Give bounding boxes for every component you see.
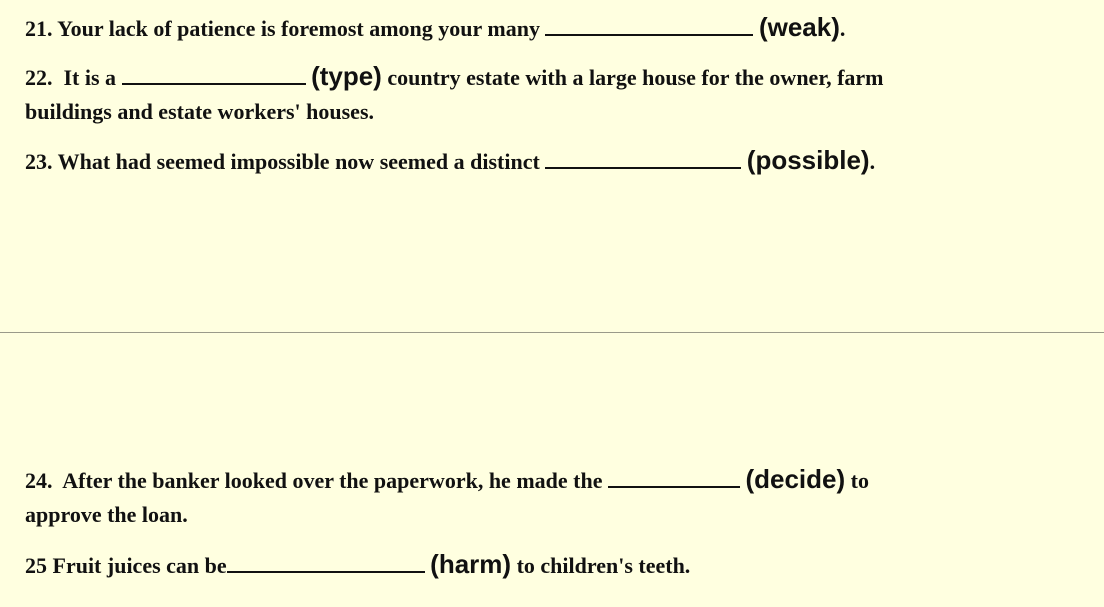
question-text-end: . bbox=[839, 16, 846, 41]
word-hint: (weak) bbox=[758, 12, 840, 42]
word-hint: (type) bbox=[311, 61, 382, 91]
question-22 bbox=[25, 59, 883, 95]
question-number: 24. bbox=[25, 468, 53, 493]
answer-blank[interactable] bbox=[545, 16, 753, 36]
question-number: 22. bbox=[25, 65, 53, 90]
question-22-continuation: buildings and estate workers' houses. bbox=[25, 99, 375, 124]
section-divider bbox=[0, 332, 1104, 333]
word-hint: (harm) bbox=[430, 549, 512, 579]
question-number: 23. bbox=[25, 149, 53, 174]
question-number: 21. bbox=[25, 16, 53, 41]
answer-blank[interactable] bbox=[122, 65, 306, 85]
question-text-end: to children's teeth. bbox=[511, 553, 691, 578]
question-text-end: . bbox=[869, 149, 876, 174]
question-24 bbox=[25, 462, 869, 498]
question-text: Your lack of patience is foremost among your many bbox=[52, 16, 546, 41]
question-25 bbox=[25, 547, 690, 583]
answer-blank[interactable] bbox=[545, 149, 741, 169]
question-21 bbox=[25, 10, 845, 46]
question-text: After the banker looked over the paperwork, he made the bbox=[52, 468, 608, 493]
question-number: 25 bbox=[25, 553, 47, 578]
question-23 bbox=[25, 143, 875, 179]
word-hint: (possible) bbox=[746, 145, 870, 175]
question-text-end: country estate with a large house for the owner, farm bbox=[381, 65, 884, 90]
question-text: Fruit juices can be bbox=[47, 553, 227, 578]
question-text: What had seemed impossible now seemed a distinct bbox=[52, 149, 546, 174]
answer-blank[interactable] bbox=[227, 553, 425, 573]
question-24-continuation: approve the loan. bbox=[25, 502, 188, 527]
word-hint: (decide) bbox=[745, 464, 846, 494]
answer-blank[interactable] bbox=[608, 468, 740, 488]
question-text: It is a bbox=[52, 65, 122, 90]
question-text-end: to bbox=[845, 468, 869, 493]
